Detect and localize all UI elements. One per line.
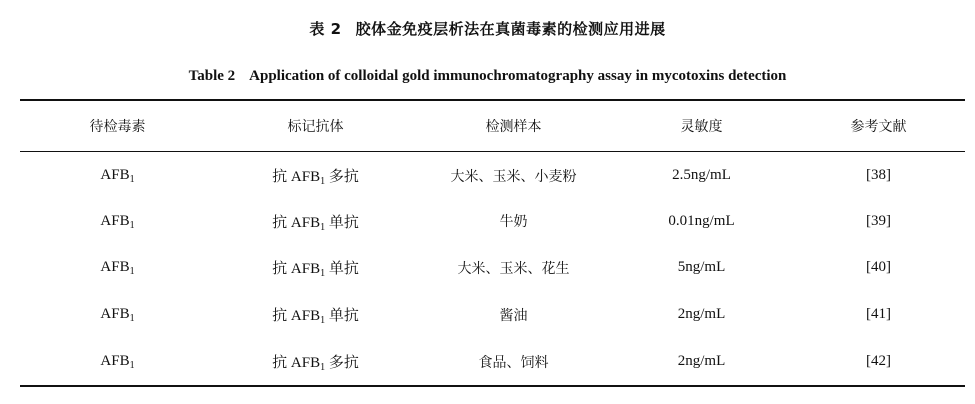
table-bottom-rule (20, 385, 965, 387)
antibody-subscript: 1 (320, 362, 326, 374)
column-header-reference: 参考文献 (850, 119, 907, 135)
antibody-type: 单抗 (325, 261, 359, 278)
column-header-sensitivity: 灵敏度 (680, 119, 723, 135)
sample-cell: 食品、饲料 (478, 354, 549, 371)
sample-cell: 大米、玉米、花生 (457, 260, 570, 277)
table-number-english: Table 2 (188, 68, 236, 84)
antibody-prefix: 抗 AFB (272, 169, 321, 186)
mycotoxin-detection-table (20, 101, 965, 385)
toxin-name: AFB (100, 353, 130, 370)
table-row (20, 151, 965, 198)
table-row (20, 198, 965, 245)
toxin-subscript: 1 (129, 313, 135, 325)
toxin-name: AFB (100, 259, 130, 276)
column-header-antibody: 标记抗体 (287, 119, 344, 135)
column-header-sample: 检测样本 (485, 119, 542, 135)
sensitivity-cell: 2.5ng/mL (672, 167, 731, 184)
antibody-prefix: 抗 AFB (272, 261, 321, 278)
toxin-name: AFB (100, 212, 130, 229)
antibody-subscript: 1 (320, 176, 326, 188)
table-number-chinese: 表 2 (309, 20, 342, 38)
antibody-type: 单抗 (325, 308, 359, 325)
toxin-name: AFB (100, 306, 130, 323)
toxin-cell (20, 151, 215, 198)
reference-cell: [41] (866, 306, 891, 323)
reference-cell: [38] (866, 167, 891, 184)
antibody-prefix: 抗 AFB (272, 214, 321, 231)
sensitivity-cell: 2ng/mL (677, 306, 726, 323)
reference-cell: [39] (866, 212, 891, 229)
table-title-chinese: 胶体金免疫层析法在真菌毒素的检测应用进展 (355, 20, 666, 38)
table-caption-chinese (0, 18, 975, 39)
toxin-cell (20, 291, 215, 338)
antibody-subscript: 1 (320, 268, 326, 280)
antibody-cell (215, 338, 416, 385)
toxin-cell (20, 198, 215, 245)
table-header-row (20, 101, 965, 151)
sensitivity-cell: 5ng/mL (677, 259, 726, 276)
table-row (20, 291, 965, 338)
toxin-cell (20, 338, 215, 385)
reference-cell: [40] (866, 259, 891, 276)
antibody-cell (215, 151, 416, 198)
toxin-cell (20, 245, 215, 292)
table-row (20, 245, 965, 292)
antibody-cell (215, 198, 416, 245)
antibody-type: 多抗 (325, 355, 359, 372)
toxin-subscript: 1 (129, 174, 135, 186)
antibody-prefix: 抗 AFB (272, 355, 321, 372)
sample-cell: 牛奶 (499, 214, 528, 231)
table-title-english: Application of colloidal gold immunochromatography assay in mycotoxins detection (249, 68, 787, 84)
column-header-toxin: 待检毒素 (89, 119, 146, 135)
table-caption-english (0, 68, 975, 85)
antibody-prefix: 抗 AFB (272, 308, 321, 325)
antibody-subscript: 1 (320, 315, 326, 327)
sensitivity-cell: 0.01ng/mL (668, 212, 735, 229)
toxin-name: AFB (100, 167, 130, 184)
toxin-subscript: 1 (129, 219, 135, 231)
antibody-cell (215, 245, 416, 292)
reference-cell: [42] (866, 353, 891, 370)
antibody-type: 单抗 (325, 214, 359, 231)
antibody-subscript: 1 (320, 221, 326, 233)
antibody-cell (215, 291, 416, 338)
toxin-subscript: 1 (129, 360, 135, 372)
sensitivity-cell: 2ng/mL (677, 353, 726, 370)
sample-cell: 酱油 (499, 307, 528, 324)
table-row (20, 338, 965, 385)
sample-cell: 大米、玉米、小麦粉 (450, 168, 577, 185)
toxin-subscript: 1 (129, 266, 135, 278)
antibody-type: 多抗 (325, 169, 359, 186)
